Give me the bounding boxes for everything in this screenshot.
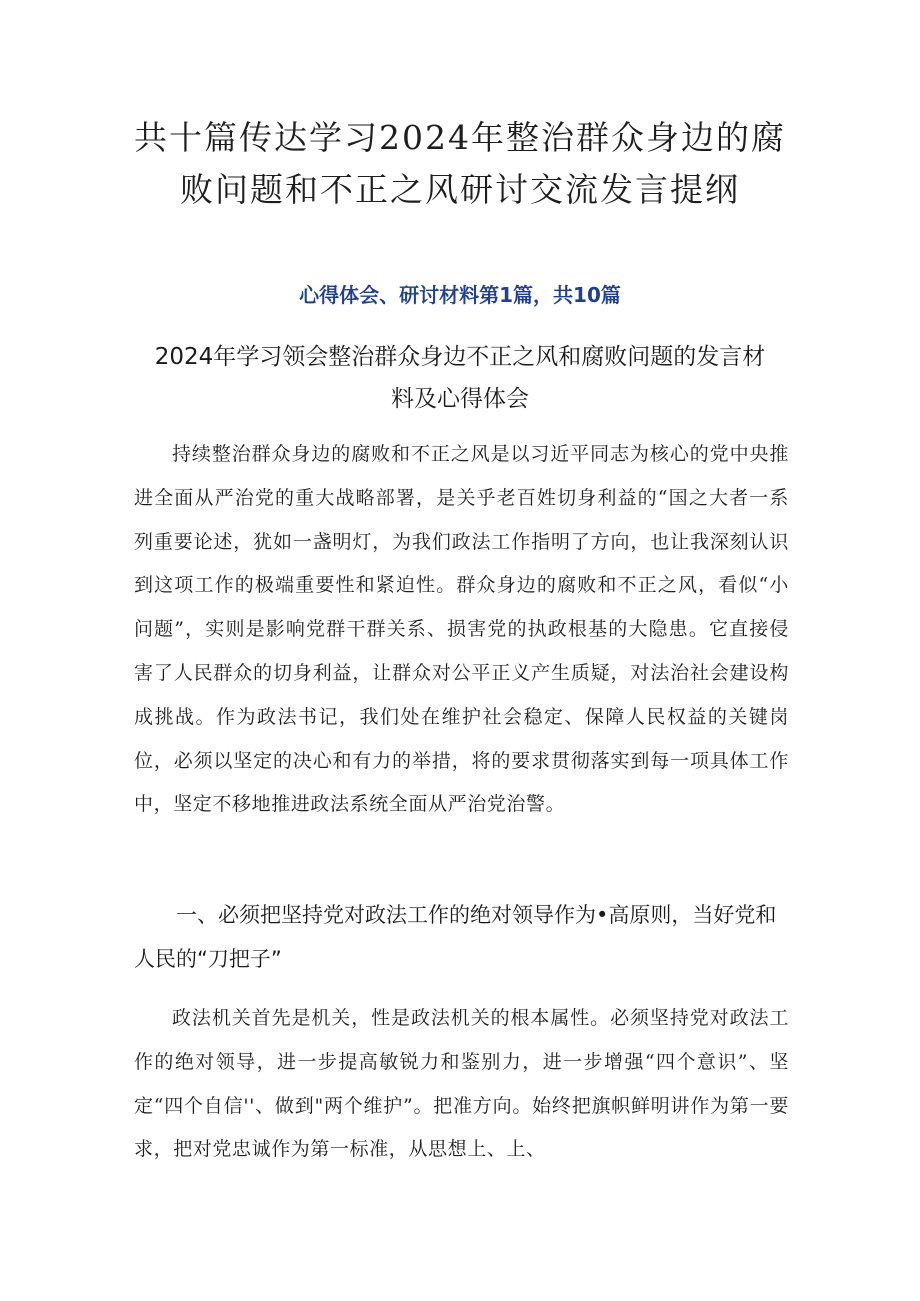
body-paragraph: 持续整治群众身边的腐败和不正之风是以习近平同志为核心的党中央推进全面从严治党的重大战略部署，是关乎老百姓切身利益的“国之大者一系列重要论述，犹如一盏明灯，为我们政法工作指明了方向，也让我深刻认识到这项工作的极端重要性和紧迫性。群众身边的腐败和不正之风，看似“小问题”，实则是影响党群干群关系、损害党的执政根基的大隐患。它直接侵害了人民群众的切身利益，让群众对公平正义产生质疑，对法治社会建设构成挑战。作为政法书记，我们处在维护社会稳定、保障人民权益的关键岗位，必须以坚定的决心和有力的举措，将的要求贯彻落实到每一项具体工作中，坚定不移地推进政法系统全面从严治党治警。: [134, 443, 789, 816]
body-paragraph: 政法机关首先是机关，性是政法机关的根本属性。必须坚持党对政法工作的绝对领导，进一步提高敏锐力和鉴别力，进一步增强“四个意识”、坚定“四个自信''、做到"两个维护”。把准方向。始终把旗帜鲜明讲作为第一要求，把对党忠诚作为第一标准，从思想上、上、: [134, 1007, 789, 1161]
document-title: 共十篇传达学习2024年整治群众身边的腐败问题和不正之风研讨交流发言提纲: [134, 118, 786, 209]
section-heading: 一、必须把坚持党对政法工作的绝对领导作为•高原则，当好党和人民的“刀把子”: [134, 903, 777, 971]
article-title: 2024年学习领会整治群众身边不正之风和腐败问题的发言材料及心得体会: [154, 344, 766, 412]
section-label: 心得体会、研讨材料第1篇，共10篇: [299, 283, 621, 307]
